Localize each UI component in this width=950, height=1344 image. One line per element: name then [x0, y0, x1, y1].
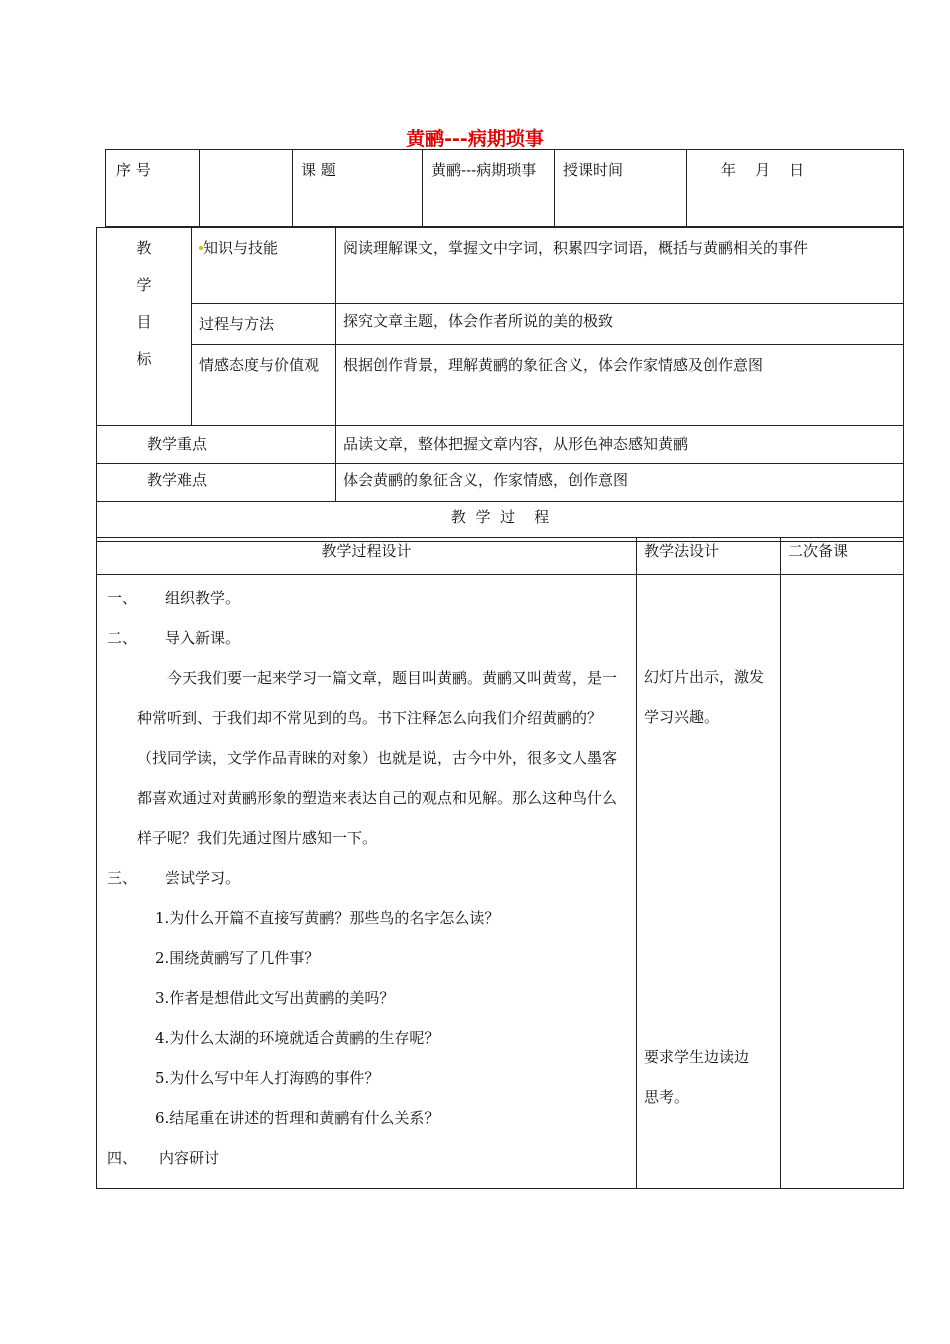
process-second-cell	[781, 575, 904, 1189]
goal-category-process: 过程与方法	[192, 304, 336, 345]
date-text: 年 月 日	[721, 161, 805, 179]
time-label-cell	[555, 150, 687, 227]
intro-paragraph: 今天我们要一起来学习一篇文章，题目叫黄鹂。黄鹂又叫黄莺，是一种常听到、于我们却不常见到的鸟。书下注释怎么向我们介绍黄鹂的？（找同学读，文学作品青睐的对象）也就是说，古今中外，很多文人墨客都喜欢通过对黄鹂形象的塑造来表达自己的观点和见解。那么这种鸟什么样子呢？我们先通过图片感知一下。	[137, 669, 618, 847]
col-second-header: 二次备课	[781, 538, 904, 575]
method-note-2: 要求学生边读边思考。	[644, 1048, 750, 1106]
key-label-cell: 教学重点	[97, 426, 336, 464]
process-heading: 教 学 过 程	[450, 508, 550, 526]
goal-content-emotion: 根据创作背景，理解黄鹂的象征含义，体会作家情感及创作意图	[336, 345, 904, 426]
goal-content-knowledge: 阅读理解课文，掌握文中字词，积累四字词语，概括与黄鹂相关的事件	[336, 228, 904, 304]
goals-section-cell	[97, 228, 192, 426]
step-3: 三、 尝试学习。	[107, 869, 241, 887]
process-method-cell	[637, 575, 781, 1189]
col-design-header: 教学过程设计	[97, 538, 637, 575]
difficulty-label-cell: 教学难点	[97, 464, 336, 502]
question-4: 4.为什么太湖的环境就适合黄鹂的生存呢？	[155, 1029, 440, 1047]
step-1: 一、 组织教学。	[107, 589, 241, 607]
key-content-cell: 品读文章，整体把握文章内容，从形色神态感知黄鹂	[336, 426, 904, 464]
topic-label: 课 题	[301, 161, 336, 179]
topic-value-cell	[423, 150, 555, 227]
process-heading-cell	[97, 502, 904, 542]
goals-section-label: 教 学 目 标	[136, 239, 152, 368]
document-title: 黄鹂---病期琐事	[406, 128, 544, 150]
question-2: 2.围绕黄鹂写了几件事？	[155, 949, 320, 967]
question-1: 1.为什么开篇不直接写黄鹂？那些鸟的名字怎么读？	[155, 909, 500, 927]
time-label: 授课时间	[563, 161, 624, 179]
question-3: 3.作者是想借此文写出黄鹂的美吗？	[155, 989, 395, 1007]
question-6: 6.结尾重在讲述的哲理和黄鹂有什么关系？	[155, 1109, 440, 1127]
question-5: 5.为什么写中年人打海鸥的事件？	[155, 1069, 380, 1087]
process-design-cell	[97, 575, 637, 1189]
difficulty-content-cell: 体会黄鹂的象征含义，作家情感，创作意图	[336, 464, 904, 502]
topic-value: 黄鹂---病期琐事	[431, 161, 537, 179]
goal-content-process: 探究文章主题，体会作者所说的美的极致	[336, 304, 904, 345]
topic-label-cell	[293, 150, 423, 227]
goals-table	[96, 227, 904, 542]
seq-label: 序 号	[116, 161, 151, 179]
header-table	[105, 149, 904, 227]
col-method-header: 教学法设计	[637, 538, 781, 575]
step-4: 四、 内容研讨	[107, 1149, 220, 1167]
method-note-1: 幻灯片出示，激发学习兴趣。	[644, 668, 765, 726]
step-2: 二、 导入新课。	[107, 629, 241, 647]
date-cell	[687, 150, 904, 227]
goal-category-knowledge: 知识与技能	[192, 228, 336, 304]
goal-category-emotion: 情感态度与价值观	[192, 345, 336, 426]
seq-label-cell	[106, 150, 200, 227]
process-table	[96, 537, 904, 1189]
seq-value-cell	[200, 150, 293, 227]
